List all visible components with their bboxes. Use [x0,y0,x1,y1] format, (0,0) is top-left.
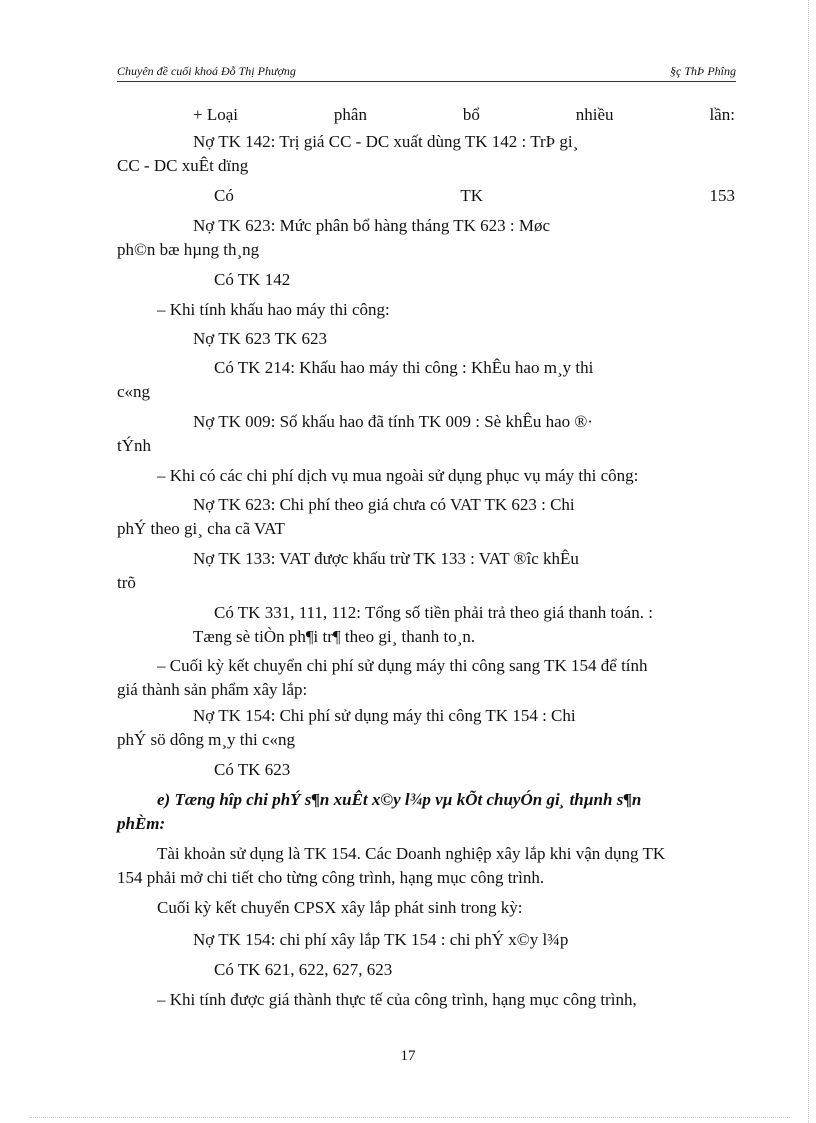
body-line: Nợ TK 009: Số khấu hao đã tính TK 009 : Sè khÊu hao ®· [193,412,593,431]
body-line: – Khi tính khấu hao máy thi công: [157,300,390,319]
body-line [193,104,735,126]
body-line: phÝ sö dông m¸y thi c«ng [117,730,296,749]
header-left: Chuyên đề cuối khoá Đỗ Thị Phượng [117,64,296,78]
body-line: Có TK 214: Khấu hao máy thi công : KhÊu hao m¸y thi [214,358,594,377]
body-line: c«ng [117,382,151,401]
header-rule [117,81,736,82]
body-line: Tài khoản sử dụng là TK 154. Các Doanh nghiệp xây lắp khi vận dụng TK [157,844,666,863]
body-line: Nợ TK 154: Chi phí sử dụng máy thi công TK 154 : Chi [193,706,576,725]
line-seg: phân [333,105,367,124]
body-line: Có TK 142 [214,270,291,289]
body-line: Nợ TK 623: Mức phân bổ hàng tháng TK 623 : Møc [193,216,551,235]
page-number: 17 [400,1048,416,1064]
body-line: phÝ theo gi¸ cha cã VAT [117,519,285,538]
line-seg: bổ [462,105,480,124]
body-line: ph©n bæ hµng th¸ng [117,240,260,259]
body-line: Có TK 331, 111, 112: Tổng số tiền phải trả theo giá thanh toán. : [214,603,653,622]
body-line: tÝnh [117,436,151,455]
line-seg: + Loại [193,105,238,124]
body-line: Nợ TK 142: Trị giá CC - DC xuất dùng TK 142 : TrÞ gi¸ [193,132,579,151]
line-seg: lần: [709,105,735,124]
body-line: Có TK 623 [214,760,291,779]
body-line: Có TK 153 [214,186,735,205]
section-heading: phÈm: [117,814,166,833]
body-line: 154 phải mở chi tiết cho từng công trình, hạng mục công trình. [117,868,545,887]
page-header [117,62,736,80]
body-line: Nợ TK 154: chi phí xây lắp TK 154 : chi phÝ x©y l¾p [193,930,569,949]
line-seg: nhiều [575,105,614,124]
body-line: – Khi tính được giá thành thực tế của công trình, hạng mục công trình, [157,990,637,1009]
body-line: Cuối kỳ kết chuyển CPSX xây lắp phát sinh trong kỳ: [157,898,523,917]
section-heading: e) Tæng hîp chi phÝ s¶n xuÊt x©y l¾p vµ kÕt chuyÓn gi¸ thµnh s¶n [157,790,642,809]
body-line: Có TK 621, 622, 627, 623 [214,960,393,979]
body-line: Nợ TK 623 TK 623 [193,329,327,348]
body-line: – Cuối kỳ kết chuyển chi phí sử dụng máy thi công sang TK 154 để tính [157,656,648,675]
header-right: §ç ThÞ Phîng [670,64,736,78]
body-line: – Khi có các chi phí dịch vụ mua ngoài sử dụng phục vụ máy thi công: [157,466,639,485]
body-line: Tæng sè tiÒn ph¶i tr¶ theo gi¸ thanh to¸n. [193,627,476,646]
body-line: trõ [117,573,136,592]
body-line: giá thành sản phẩm xây lắp: [117,680,308,699]
body-line: CC - DC xuÊt dïng [117,156,249,175]
body-line: Nợ TK 133: VAT được khấu trừ TK 133 : VAT ®îc khÊu [193,549,579,568]
body-line: Nợ TK 623: Chi phí theo giá chưa có VAT TK 623 : Chi [193,495,575,514]
page-edge-bottom [30,1117,790,1118]
page-edge-right [808,0,809,1123]
